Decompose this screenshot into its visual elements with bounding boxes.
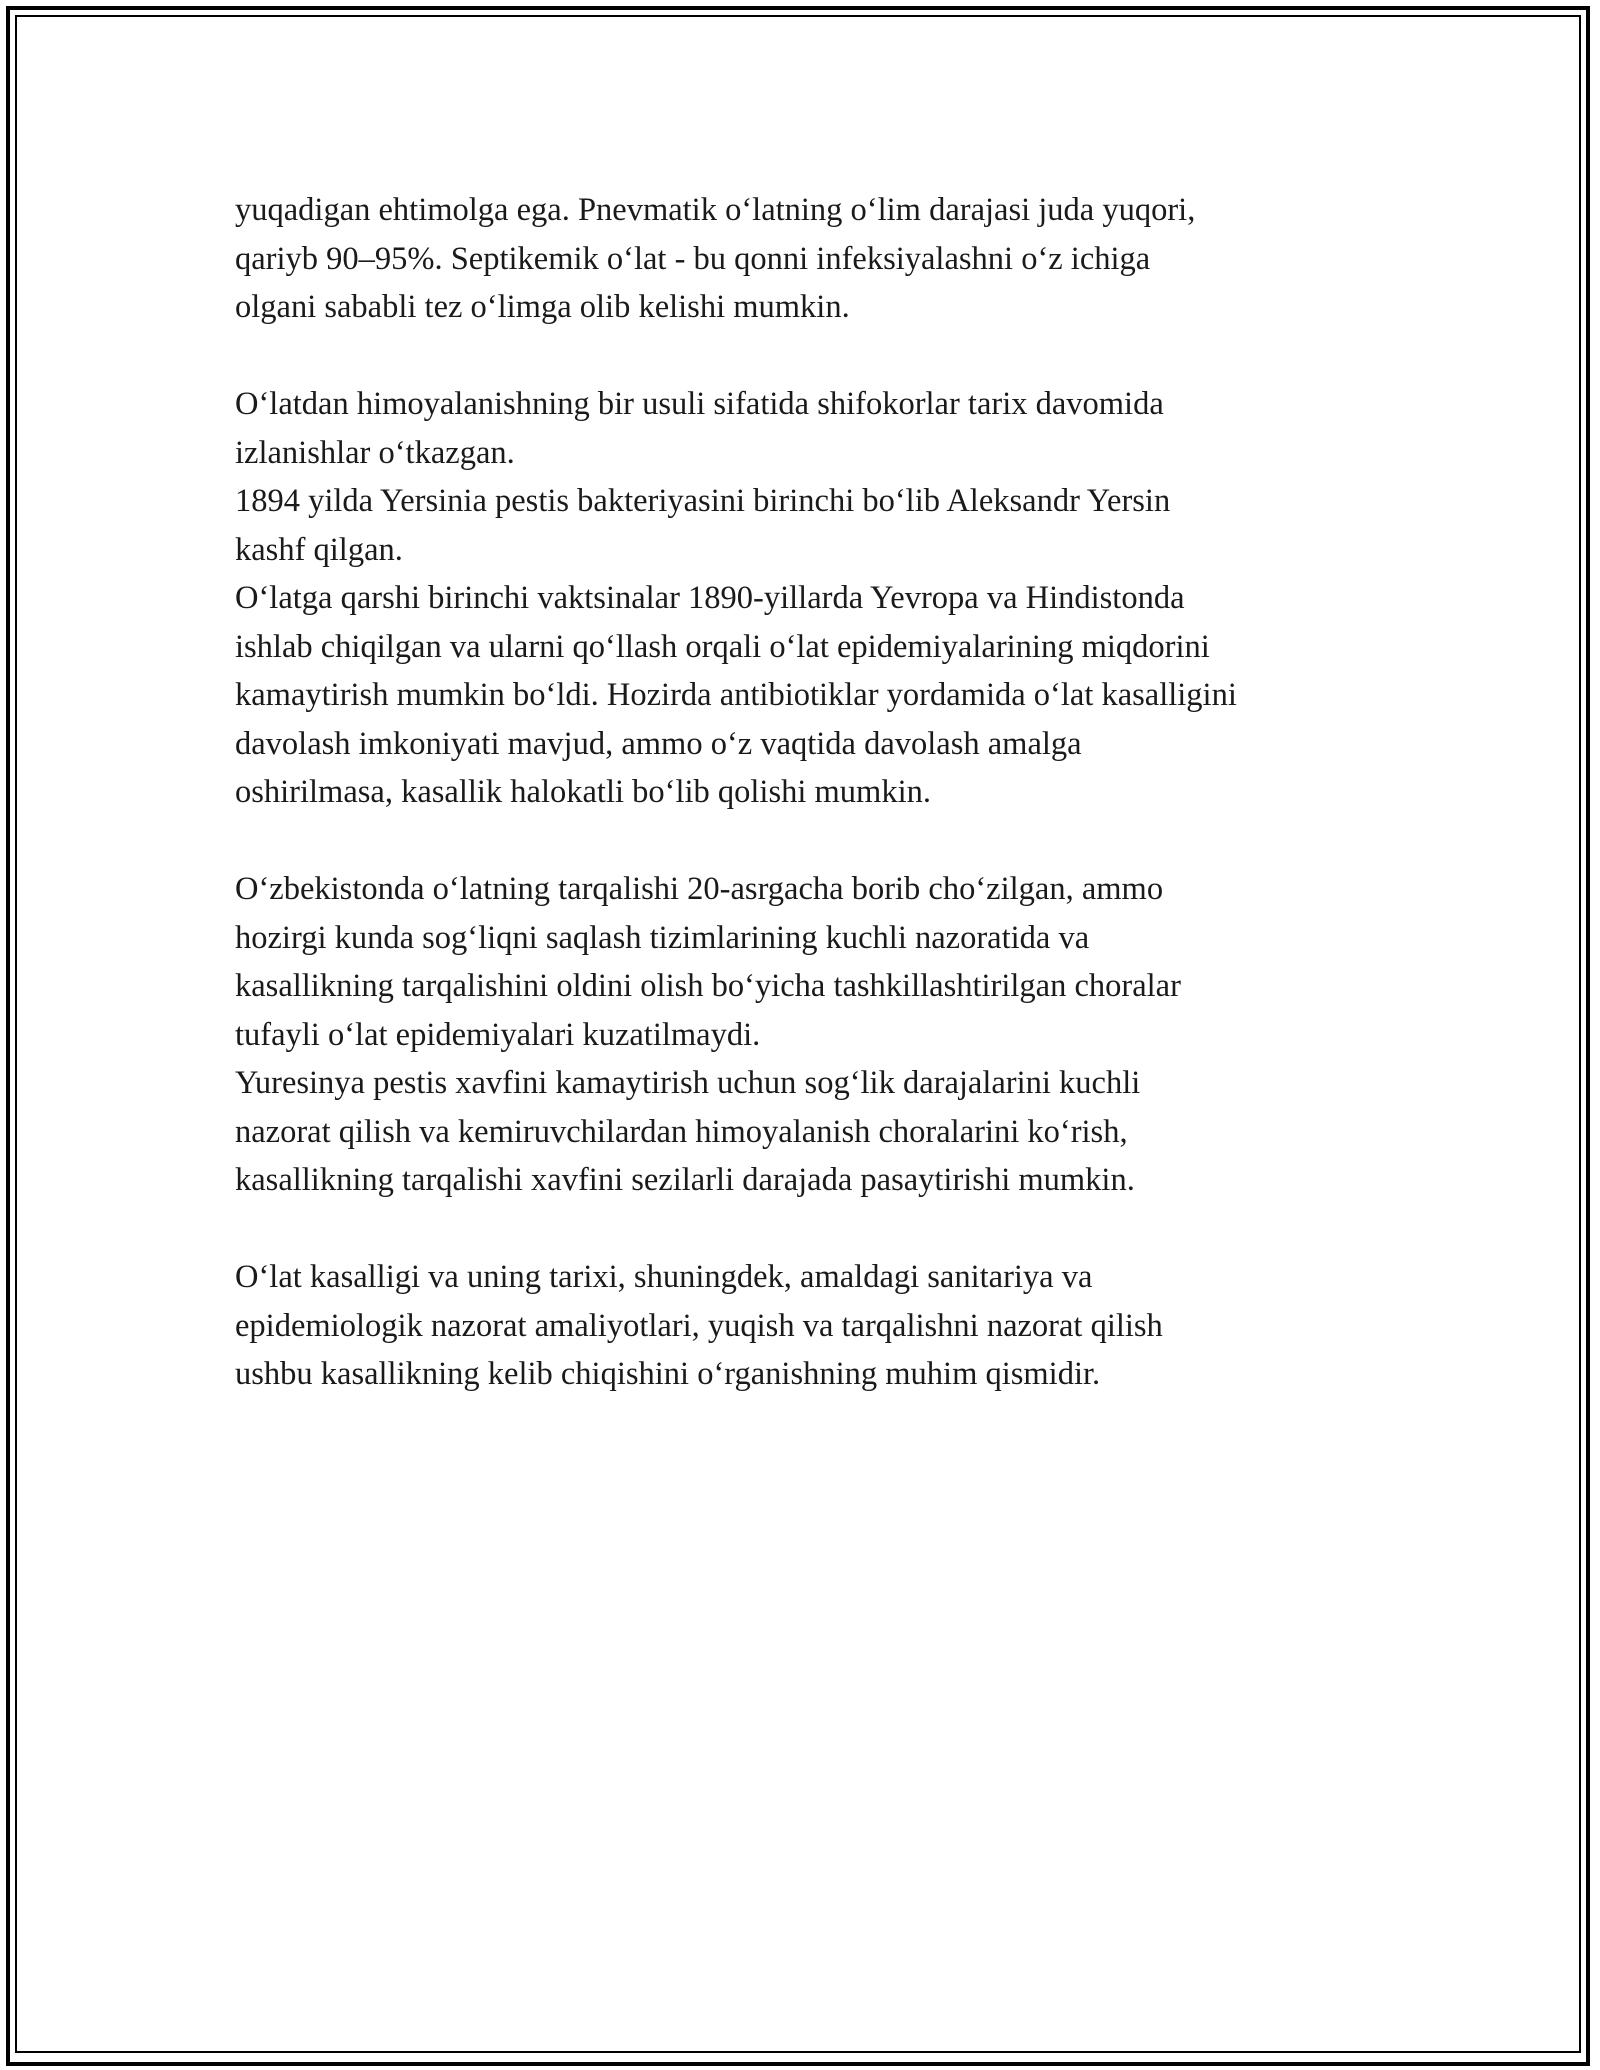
text-line: O‘latdan himoyalanishning bir usuli sifatida shifokorlar tarix davomida bbox=[235, 386, 1164, 422]
text-line: O‘zbekistonda o‘latning tarqalishi 20-asrgacha borib cho‘zilgan, ammo bbox=[235, 871, 1164, 907]
text-line: ushbu kasallikning kelib chiqishini o‘rganishning muhim qismidir. bbox=[235, 1356, 1101, 1392]
paragraph-3 bbox=[235, 865, 1415, 1205]
text-line: yuqadigan ehtimolga ega. Pnevmatik o‘latning o‘lim darajasi juda yuqori, bbox=[235, 192, 1196, 228]
paragraph-4 bbox=[235, 1253, 1415, 1399]
paragraph-1 bbox=[235, 186, 1415, 332]
text-line: kashf qilgan. bbox=[235, 531, 403, 568]
text-line: hozirgi kunda sog‘liqni saqlash tizimlarining kuchli nazoratida va bbox=[235, 919, 1090, 956]
text-line: qariyb 90–95%. Septikemik o‘lat - bu qonni infeksiyalashni o‘z ichiga bbox=[235, 240, 1151, 277]
paragraph-spacer bbox=[235, 817, 1415, 866]
text-line: kasallikning tarqalishini oldini olish bo‘yicha tashkillashtirilgan choralar bbox=[235, 968, 1181, 1004]
text-line: davolash imkoniyati mavjud, ammo o‘z vaqtida davolash amalga bbox=[235, 725, 1082, 762]
text-line: izlanishlar o‘tkazgan. bbox=[235, 434, 515, 471]
text-line: kamaytirish mumkin bo‘ldi. Hozirda antibiotiklar yordamida o‘lat kasalligini bbox=[235, 677, 1237, 713]
paragraph-spacer bbox=[235, 1205, 1415, 1254]
text-line: O‘latga qarshi birinchi vaktsinalar 1890-yillarda Yevropa va Hindistonda bbox=[235, 580, 1185, 616]
text-line: olgani sababli tez o‘limga olib kelishi mumkin. bbox=[235, 289, 850, 325]
text-line: 1894 yilda Yersinia pestis bakteriyasini birinchi bo‘lib Aleksandr Yersin bbox=[235, 483, 1171, 519]
text-line: Yuresinya pestis xavfini kamaytirish uchun sog‘lik darajalarini kuchli bbox=[235, 1065, 1141, 1101]
text-line: tufayli o‘lat epidemiyalari kuzatilmaydi. bbox=[235, 1016, 761, 1053]
text-line: nazorat qilish va kemiruvchilardan himoyalanish choralarini ko‘rish, bbox=[235, 1113, 1128, 1150]
paragraph-spacer bbox=[235, 332, 1415, 381]
text-line: kasallikning tarqalishi xavfini sezilarli darajada pasaytirishi mumkin. bbox=[235, 1162, 1135, 1198]
text-line: ishlab chiqilgan va ularni qo‘llash orqali o‘lat epidemiyalarining miqdorini bbox=[235, 628, 1210, 665]
text-line: O‘lat kasalligi va uning tarixi, shuningdek, amaldagi sanitariya va bbox=[235, 1259, 1093, 1295]
paragraph-2 bbox=[235, 380, 1415, 817]
document-body bbox=[235, 186, 1415, 1399]
text-line: epidemiologik nazorat amaliyotlari, yuqish va tarqalishni nazorat qilish bbox=[235, 1307, 1163, 1344]
text-line: oshirilmasa, kasallik halokatli bo‘lib qolishi mumkin. bbox=[235, 774, 931, 810]
